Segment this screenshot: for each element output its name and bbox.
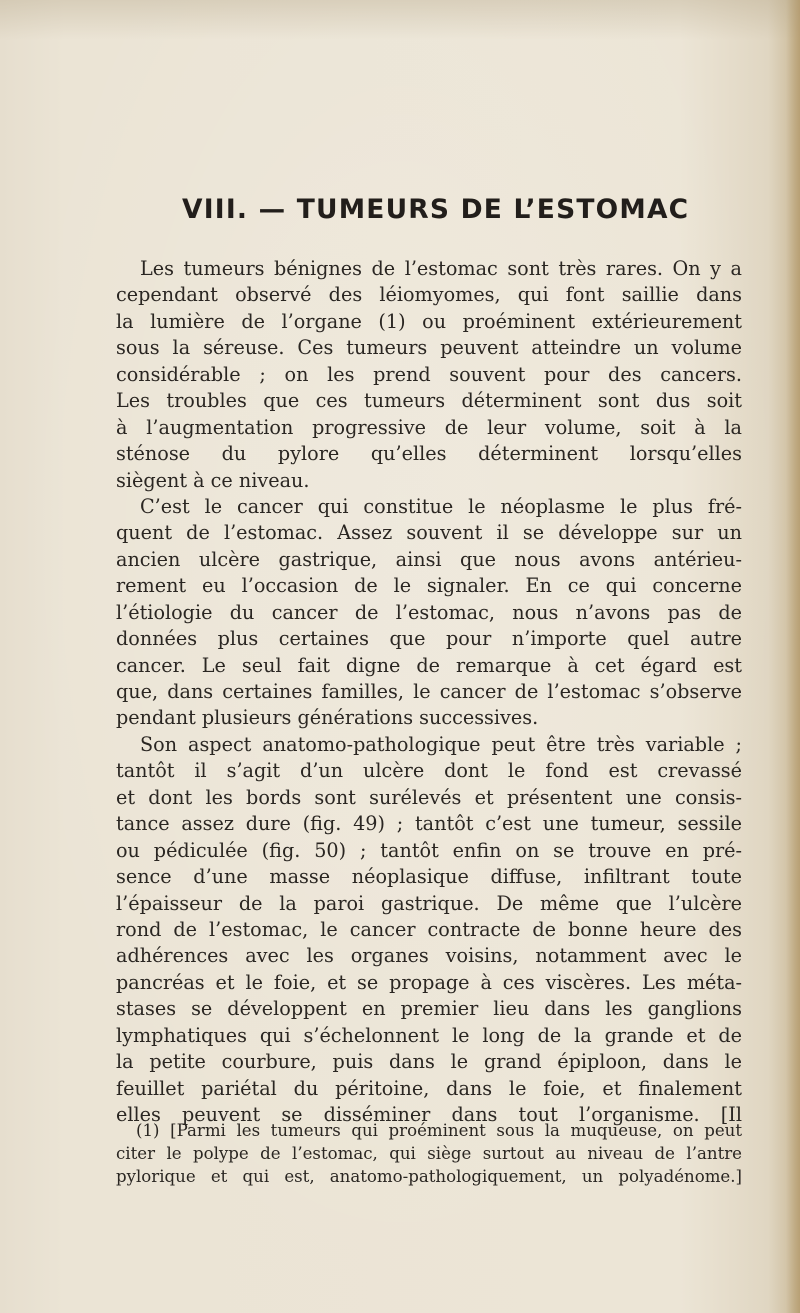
text-line: l’étiologie du cancer de l’estomac, nous n’avons pas de bbox=[116, 600, 742, 624]
text-line: rement eu l’occasion de le signaler. En ce qui concerne bbox=[116, 574, 742, 598]
text-line: tance assez dure (fig. 49) ; tantôt c’est une tumeur, sessile bbox=[116, 812, 742, 836]
text-line: Les tumeurs bénignes de l’estomac sont très rares. On y a bbox=[140, 257, 742, 280]
text-line: ancien ulcère gastrique, ainsi que nous avons antérieu- bbox=[116, 547, 742, 571]
text-line: et dont les bords sont surélevés et présentent une consis- bbox=[116, 785, 742, 809]
text-line: stases se développent en premier lieu dans les ganglions bbox=[116, 997, 742, 1021]
text-line: cependant observé des léiomyomes, qui font saillie dans bbox=[116, 283, 742, 307]
text-line: C’est le cancer qui constitue le néoplasme le plus fré- bbox=[140, 494, 742, 518]
text-line: Son aspect anatomo-pathologique peut être très variable ; bbox=[140, 732, 742, 756]
page-top-shadow bbox=[0, 0, 800, 40]
text-line: la petite courbure, puis dans le grand épiploon, dans le bbox=[116, 1050, 742, 1074]
text-line: quent de l’estomac. Assez souvent il se développe sur un bbox=[116, 521, 742, 545]
text-line: adhérences avec les organes voisins, notamment avec le bbox=[116, 944, 742, 968]
text-line: sténose du pylore qu’elles déterminent lorsqu’elles bbox=[116, 442, 742, 466]
footnote bbox=[116, 1119, 742, 1188]
text-line: sence d’une masse néoplasique diffuse, infiltrant toute bbox=[116, 865, 742, 889]
text-line: données plus certaines que pour n’importe quel autre bbox=[116, 627, 742, 651]
chapter-title: VIII. — TUMEURS DE L’ESTOMAC bbox=[182, 194, 690, 225]
text-line: l’épaisseur de la paroi gastrique. De même que l’ulcère bbox=[116, 891, 742, 915]
text-line: que, dans certaines familles, le cancer de l’estomac s’observe bbox=[116, 680, 742, 703]
text-line: ou pédiculée (fig. 50) ; tantôt enfin on se trouve en pré- bbox=[116, 838, 742, 862]
footnote-line: (1) [Parmi les tumeurs qui proéminent sous la muqueuse, on peut bbox=[136, 1121, 742, 1140]
page-edge-shadow bbox=[786, 0, 800, 1313]
text-line: lymphatiques qui s’échelonnent le long de la grande et de bbox=[116, 1023, 742, 1047]
text-line: pancréas et le foie, et se propage à ces viscères. Les méta- bbox=[116, 970, 742, 994]
footnote-line: citer le polype de l’estomac, qui siège surtout au niveau de l’antre bbox=[116, 1144, 742, 1163]
footnote-line: pylorique et qui est, anatomo-pathologiquement, un polyadénome.] bbox=[116, 1167, 742, 1186]
text-line: sous la séreuse. Ces tumeurs peuvent atteindre un volume bbox=[116, 336, 742, 360]
text-line: feuillet pariétal du péritoine, dans le foie, et finalement bbox=[116, 1076, 742, 1100]
body-text bbox=[116, 256, 742, 1128]
text-line: à l’augmentation progressive de leur volume, soit à la bbox=[116, 415, 742, 439]
text-line: considérable ; on les prend souvent pour des cancers. bbox=[116, 362, 742, 386]
text-line: siègent à ce niveau. bbox=[116, 468, 310, 492]
text-line: pendant plusieurs générations successives. bbox=[116, 706, 539, 730]
text-line: rond de l’estomac, le cancer contracte de bonne heure des bbox=[116, 917, 742, 941]
text-line: tantôt il s’agit d’un ulcère dont le fond est crevassé bbox=[116, 759, 742, 783]
text-line: elles peuvent se disséminer dans tout l’organisme. [Il bbox=[116, 1103, 742, 1126]
text-line: cancer. Le seul fait digne de remarque à cet égard est bbox=[116, 653, 742, 677]
text-line: la lumière de l’organe (1) ou proéminent extérieurement bbox=[116, 309, 742, 333]
text-line: Les troubles que ces tumeurs déterminent sont dus soit bbox=[116, 389, 742, 413]
